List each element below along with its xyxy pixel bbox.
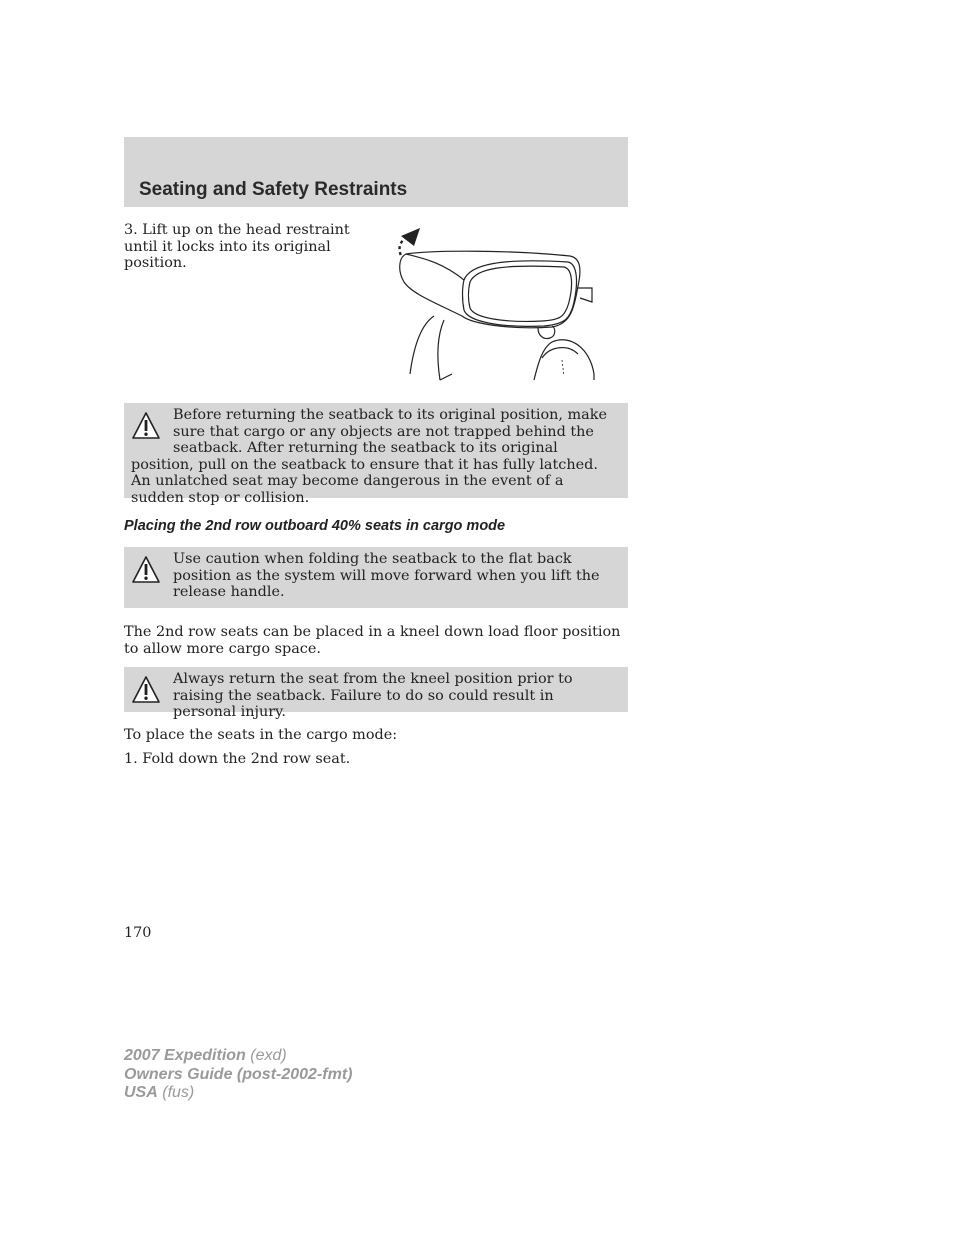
head-restraint-illustration	[392, 224, 602, 384]
page-number: 170	[124, 925, 152, 941]
section-title: Seating and Safety Restraints	[139, 179, 408, 200]
footer-model: 2007 Expedition	[124, 1047, 246, 1064]
warning-triangle-icon	[131, 411, 161, 441]
footer-doc-info	[124, 1047, 352, 1103]
section-header	[124, 137, 628, 207]
footer-market: USA	[124, 1084, 158, 1101]
warning-box-folding	[124, 547, 628, 608]
kneel-paragraph: The 2nd row seats can be placed in a kneel down load floor position to allow more cargo space.	[124, 624, 621, 657]
warning-box-seatback	[124, 403, 628, 506]
warning-text: Always return the seat from the kneel position prior to raising the seatback. Failure to do so could result in personal injury.	[173, 671, 573, 720]
subheading-cargo-mode: Placing the 2nd row outboard 40% seats in cargo mode	[124, 518, 506, 534]
warning-triangle-icon	[131, 555, 161, 585]
to-place-paragraph: To place the seats in the cargo mode:	[124, 727, 398, 743]
warning-triangle-icon	[131, 675, 161, 705]
footer-model-code: (exd)	[250, 1047, 287, 1064]
warning-box-kneel	[124, 667, 628, 720]
warning-text: Use caution when folding the seatback to the flat back position as the system will move forward when you lift the release handle.	[173, 551, 600, 600]
warning-text: Before returning the seatback to its original position, make sure that cargo or any objects are not trapped behind the seatback. After returning the seatback to its original position, pull on the seatback to ensure that it has fully latched. An unlatched seat may become dangerous in the event of a sudden stop or collision.	[131, 407, 607, 506]
footer-market-code: (fus)	[162, 1084, 195, 1101]
step-3-text: 3. Lift up on the head restraint until it locks into its original position.	[124, 222, 350, 271]
footer-guide: Owners Guide (post-2002-fmt)	[124, 1065, 353, 1083]
step-1-text: 1. Fold down the 2nd row seat.	[124, 751, 351, 767]
